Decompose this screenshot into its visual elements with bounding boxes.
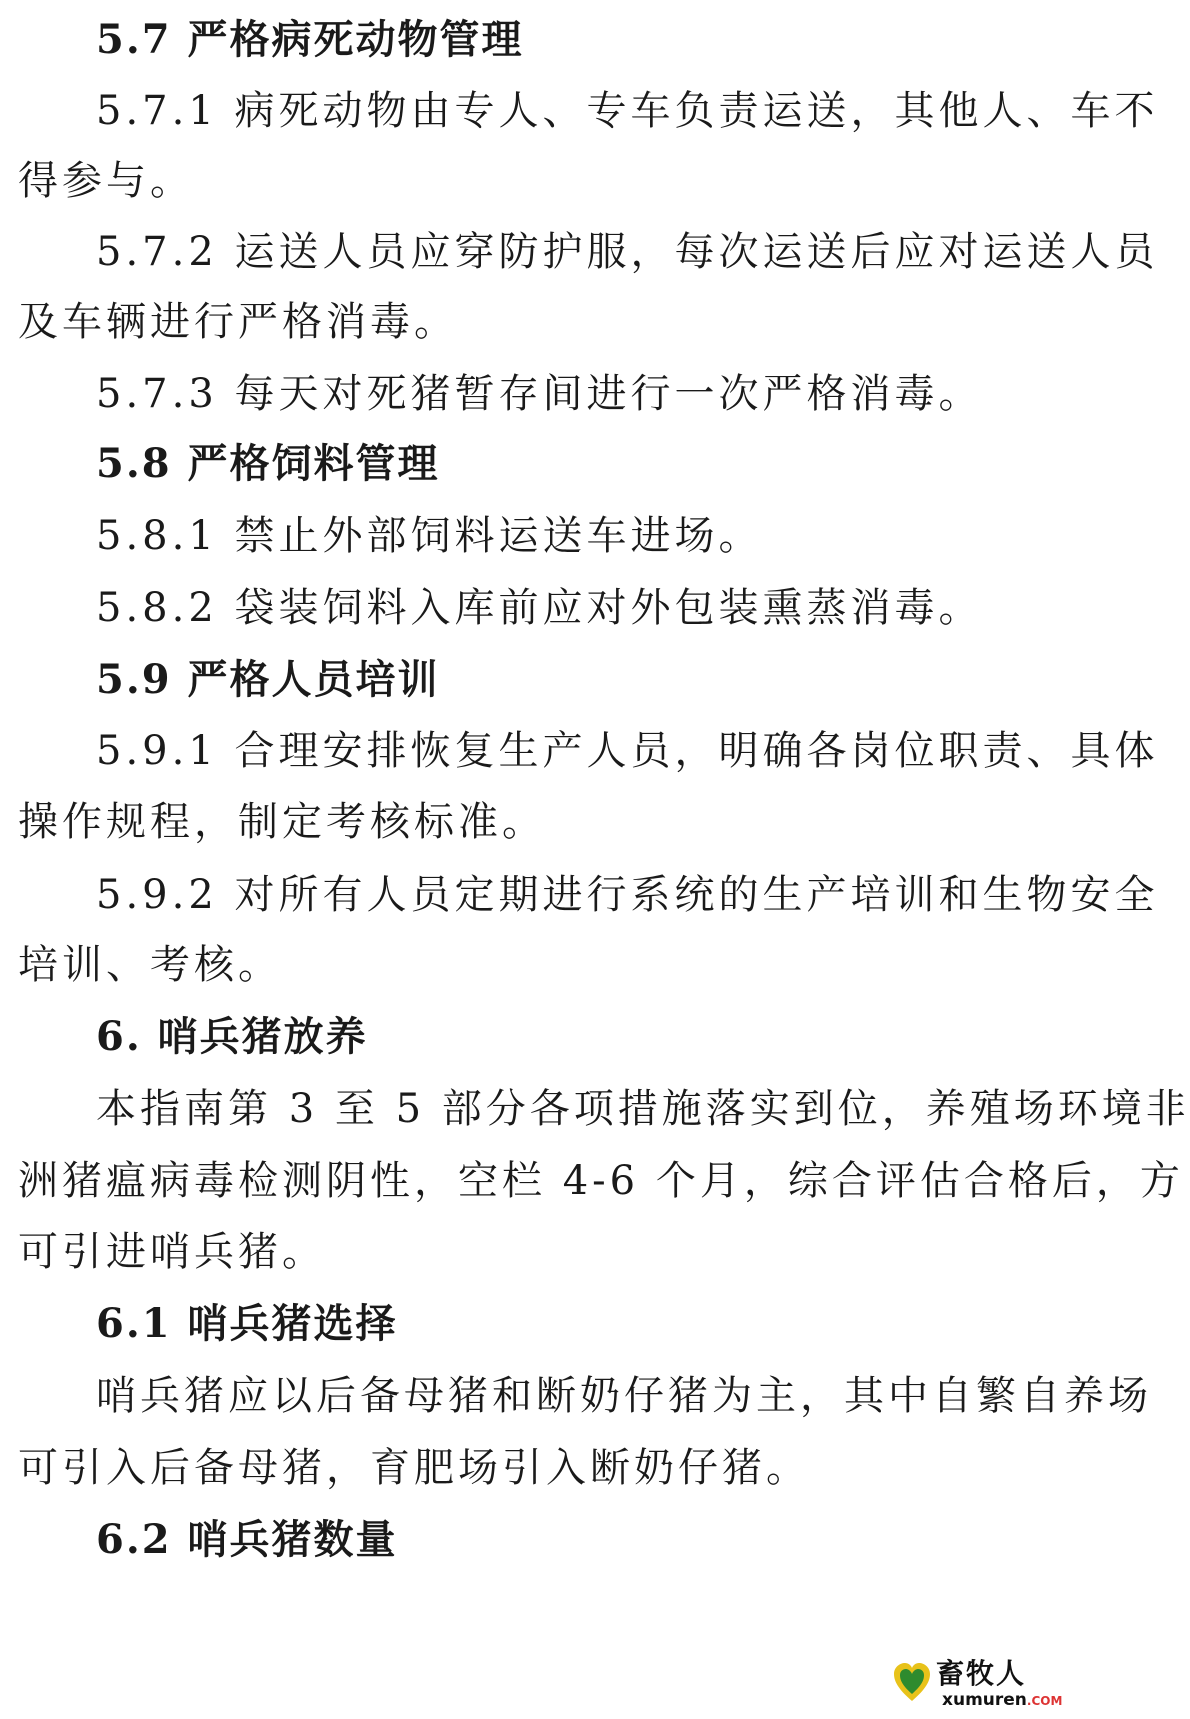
paragraph-line: 5.8.1 禁止外部饲料运送车进场。 — [96, 513, 763, 559]
paragraph-line: 5.7.3 每天对死猪暂存间进行一次严格消毒。 — [96, 371, 983, 417]
paragraph-continuation-line: 洲猪瘟病毒检测阴性，空栏 4-6 个月，综合评估合格后，方 — [18, 1158, 1184, 1204]
site-watermark — [892, 1657, 1062, 1713]
paragraph-line: 5.7.1 病死动物由专人、专车负责运送，其他人、车不 — [96, 88, 1159, 134]
paragraph-line: 5.9.2 对所有人员定期进行系统的生产培训和生物安全 — [96, 872, 1159, 918]
watermark-brand-cn: 畜牧人 — [936, 1657, 1027, 1690]
paragraph-line: 5.7.2 运送人员应穿防护服，每次运送后应对运送人员 — [96, 229, 1159, 275]
paragraph-line: 本指南第 3 至 5 部分各项措施落实到位，养殖场环境非 — [96, 1086, 1190, 1132]
watermark-domain: xumuren — [942, 1690, 1027, 1710]
paragraph-continuation-line: 及车辆进行严格消毒。 — [18, 299, 458, 345]
section-heading: 6.1 哨兵猪选择 — [96, 1300, 398, 1347]
section-heading: 5.8 严格饲料管理 — [96, 440, 440, 487]
heart-logo-icon — [892, 1661, 932, 1705]
section-heading: 6. 哨兵猪放养 — [96, 1013, 368, 1060]
paragraph-continuation-line: 得参与。 — [18, 158, 194, 204]
section-heading: 6.2 哨兵猪数量 — [96, 1516, 398, 1563]
paragraph-continuation-line: 培训、考核。 — [18, 942, 282, 988]
section-heading: 5.9 严格人员培训 — [96, 656, 440, 703]
section-heading: 5.7 严格病死动物管理 — [96, 16, 524, 63]
paragraph-line: 哨兵猪应以后备母猪和断奶仔猪为主，其中自繁自养场 — [96, 1373, 1152, 1419]
watermark-domain-suffix: .COM — [1026, 1694, 1063, 1708]
watermark-brand-en — [942, 1691, 1062, 1710]
paragraph-continuation-line: 可引进哨兵猪。 — [18, 1229, 326, 1275]
paragraph-line: 5.9.1 合理安排恢复生产人员，明确各岗位职责、具体 — [96, 728, 1159, 774]
paragraph-line: 5.8.2 袋装饲料入库前应对外包装熏蒸消毒。 — [96, 585, 983, 631]
paragraph-continuation-line: 操作规程，制定考核标准。 — [18, 799, 546, 845]
paragraph-continuation-line: 可引入后备母猪，育肥场引入断奶仔猪。 — [18, 1445, 810, 1491]
